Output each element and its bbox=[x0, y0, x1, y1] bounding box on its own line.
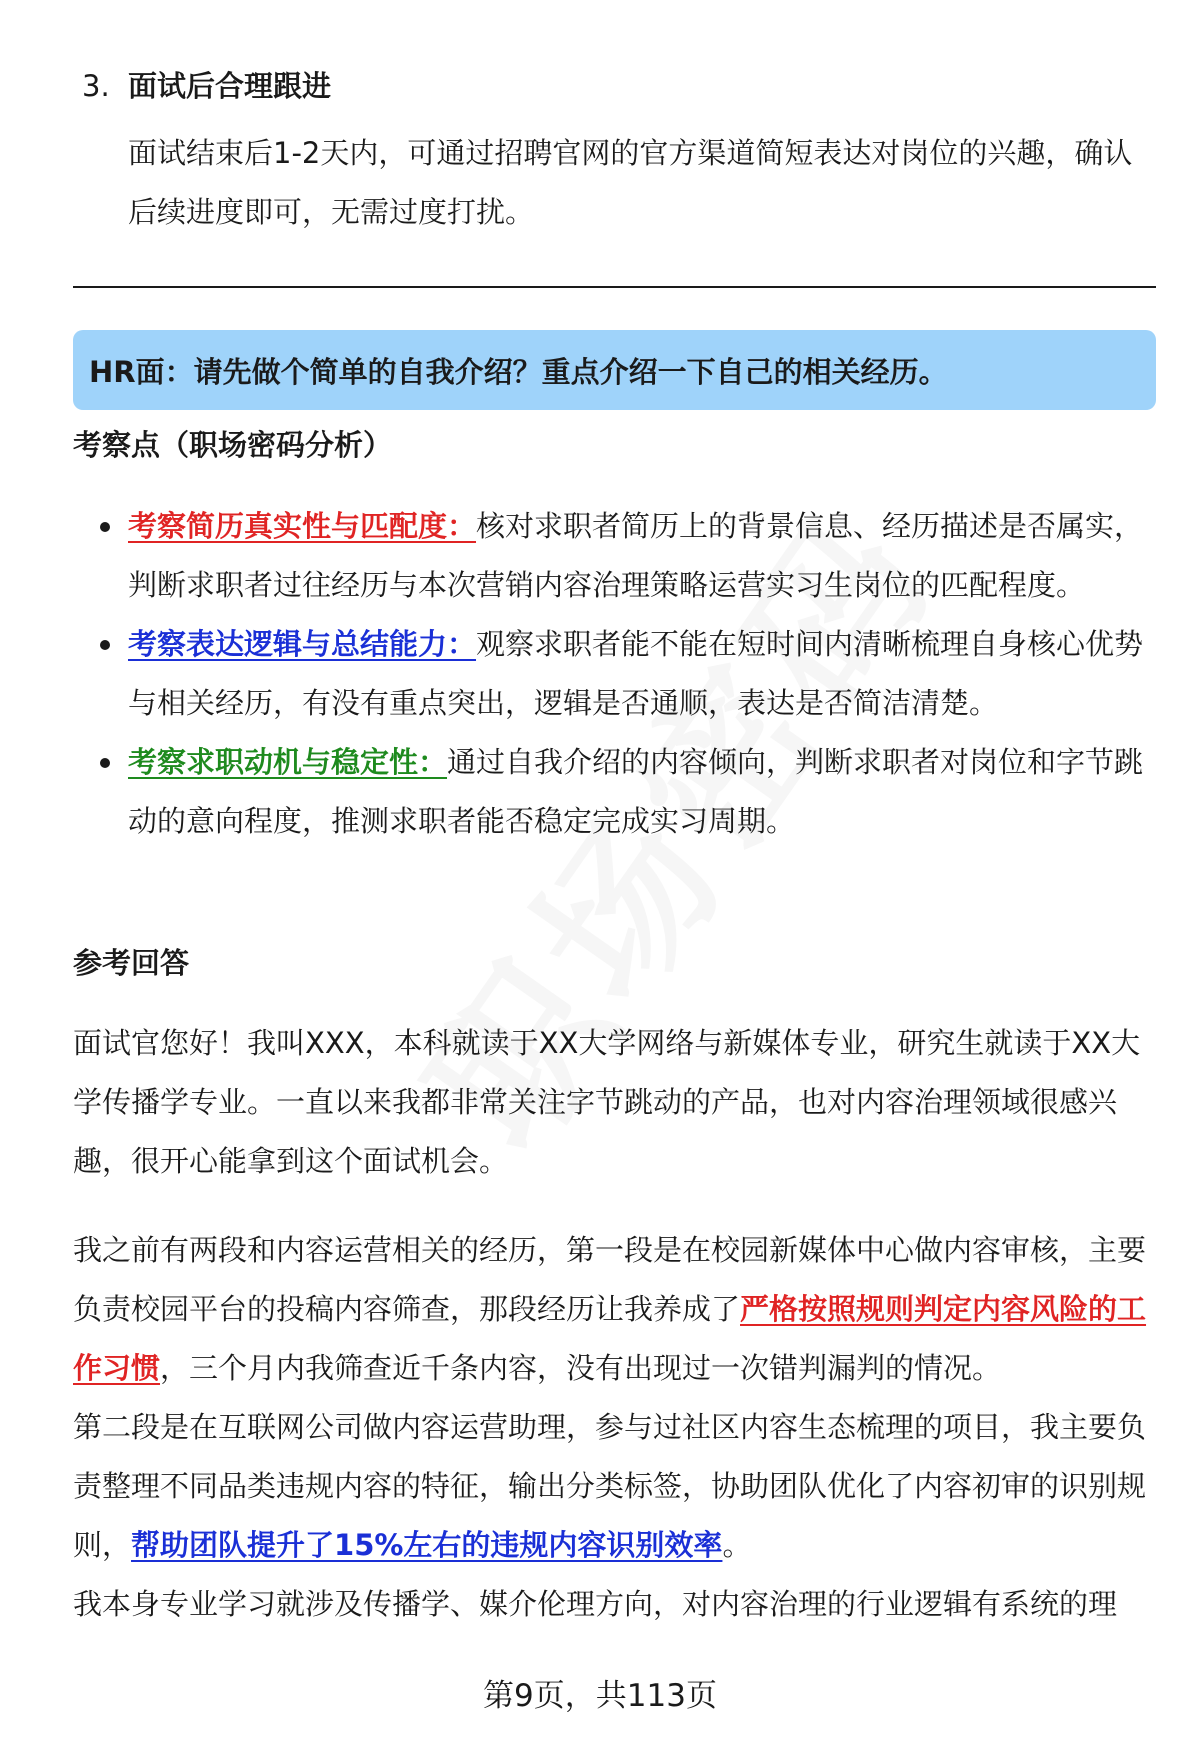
answer-highlight: 严格按照规则判定内容风险的工作习惯 bbox=[73, 1292, 1147, 1385]
answer-text: 。 bbox=[722, 1528, 752, 1562]
bullet-text: 核对求职者简历上的背景信息、经历描述是否属实，判断求职者过往经历与本次营销内容治理策略运营实习生岗位的匹配程度。 bbox=[128, 509, 1144, 602]
reference-title: 参考回答 bbox=[73, 946, 190, 980]
bullet-dot-icon bbox=[100, 758, 110, 768]
answer-paragraph-4: 我本身专业学习就涉及传播学、媒介伦理方向，对内容治理的行业逻辑有系统的理 bbox=[73, 1587, 1118, 1621]
page-number: 第9页，共113页 bbox=[483, 1678, 717, 1714]
list-item-header bbox=[82, 66, 1142, 106]
list-item-3 bbox=[82, 66, 1142, 242]
analysis-title: 考察点（职场密码分析） bbox=[73, 428, 393, 462]
analysis-bullet bbox=[100, 497, 1150, 615]
answer-text: 第二段是在互联网公司做内容运营助理，参与过社区内容生态梳理的项目，我主要负责整理不同品类违规内容的特征，输出分类标签，协助团队优化了内容初审的识别规则， bbox=[73, 1410, 1147, 1562]
section-divider bbox=[73, 286, 1156, 288]
question-box bbox=[73, 330, 1156, 410]
list-item-body: 面试结束后1-2天内，可通过招聘官网的官方渠道简短表达对岗位的兴趣，确认后续进度即可，无需过度打扰。 bbox=[128, 136, 1133, 229]
answer-text: 我之前有两段和内容运营相关的经历，第一段是在校园新媒体中心做内容审核，主要负责校园平台的投稿内容筛查，那段经历让我养成了 bbox=[73, 1233, 1147, 1326]
list-item-number: 3. bbox=[82, 69, 110, 103]
bullet-keyword: 考察求职动机与稳定性： bbox=[128, 745, 448, 779]
bullet-text: 观察求职者能不能在短时间内清晰梳理自身核心优势与相关经历，有没有重点突出，逻辑是否通顺，表达是否简洁清楚。 bbox=[128, 627, 1144, 720]
bullet-keyword: 考察简历真实性与匹配度： bbox=[128, 509, 477, 543]
bullet-dot-icon bbox=[100, 522, 110, 532]
bullet-dot-icon bbox=[100, 640, 110, 650]
analysis-bullet-list bbox=[100, 497, 1150, 851]
analysis-bullet bbox=[100, 733, 1150, 851]
bullet-keyword: 考察表达逻辑与总结能力： bbox=[128, 627, 477, 661]
answer-paragraph-1: 面试官您好！我叫XXX，本科就读于XX大学网络与新媒体专业，研究生就读于XX大学传播学专业。一直以来我都非常关注字节跳动的产品，也对内容治理领域很感兴趣，很开心能拿到这个面试机会。 bbox=[73, 1026, 1141, 1178]
analysis-bullet bbox=[100, 615, 1150, 733]
answer-highlight: 帮助团队提升了15%左右的违规内容识别效率 bbox=[131, 1528, 723, 1562]
bullet-text: 通过自我介绍的内容倾向，判断求职者对岗位和字节跳动的意向程度，推测求职者能否稳定完成实习周期。 bbox=[128, 745, 1144, 838]
question-text: HR面：请先做个简单的自我介绍？重点介绍一下自己的相关经历。 bbox=[89, 354, 948, 389]
answer-text: ，三个月内我筛查近千条内容，没有出现过一次错判漏判的情况。 bbox=[160, 1351, 1002, 1385]
list-item-title: 面试后合理跟进 bbox=[128, 69, 332, 103]
answer-paragraph-2 bbox=[73, 1221, 1158, 1398]
answer-paragraph-3 bbox=[73, 1398, 1158, 1575]
